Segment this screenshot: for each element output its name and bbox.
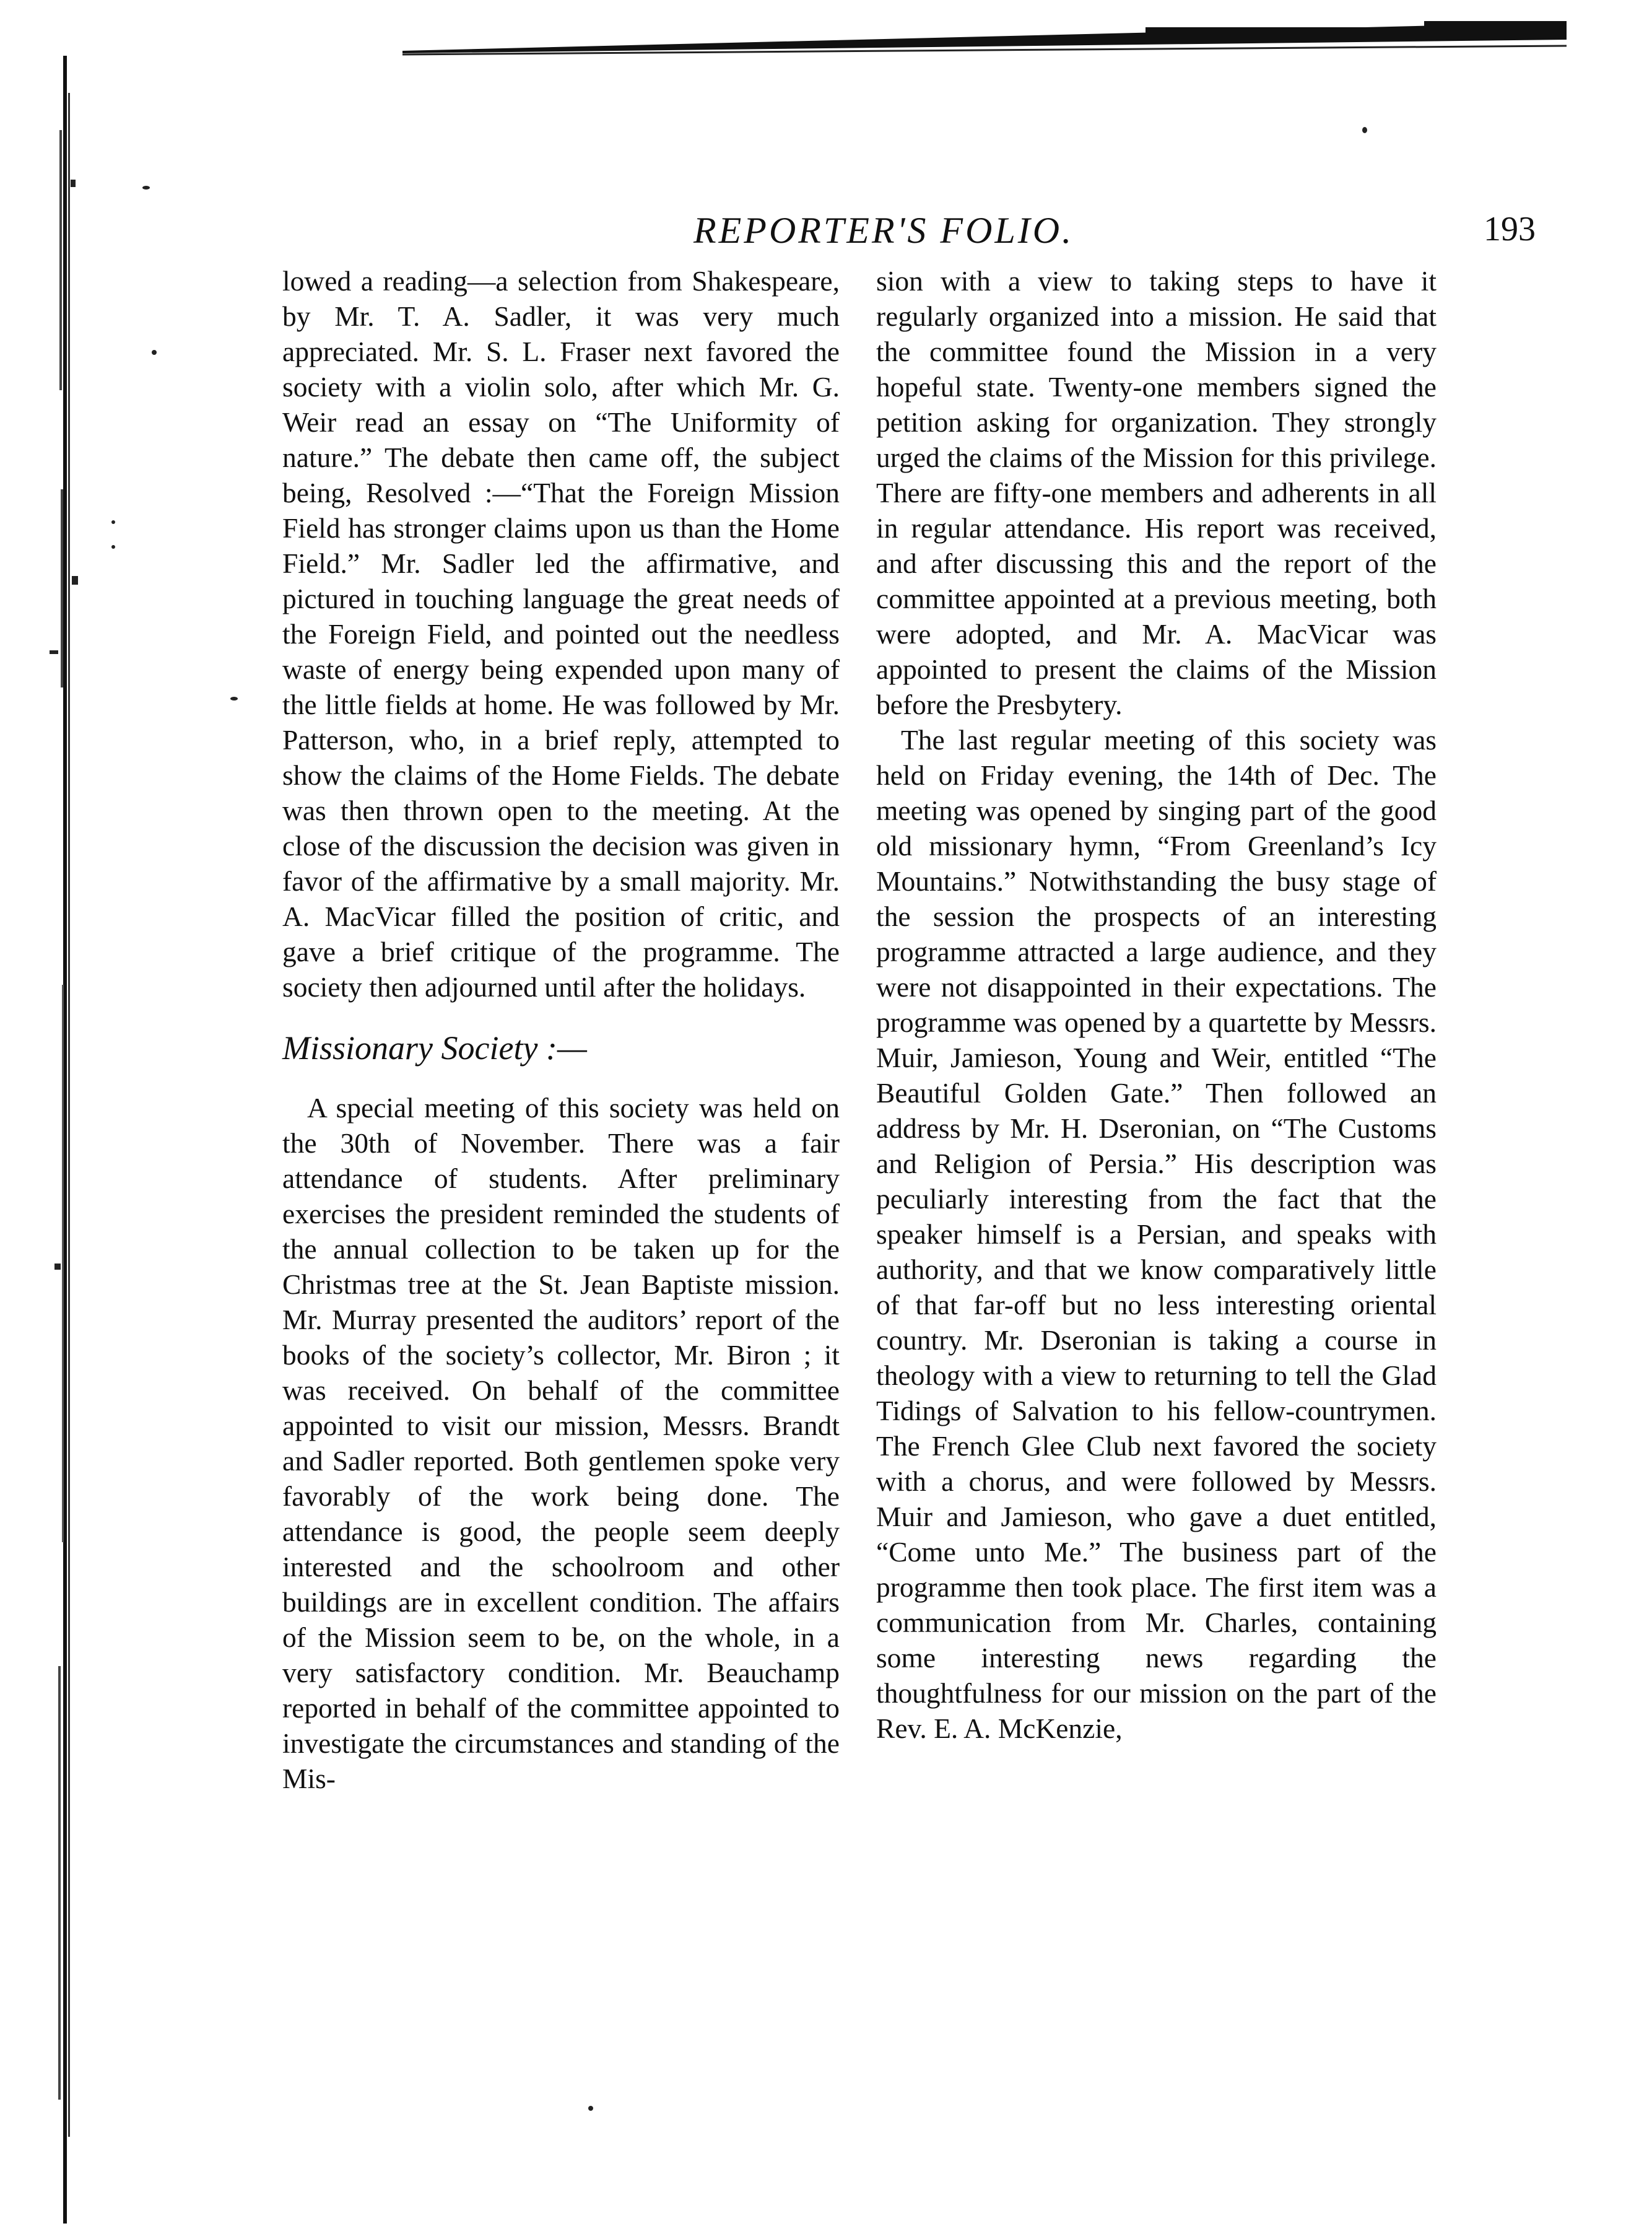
running-head-title: REPORTER'S FOLIO. bbox=[693, 210, 1074, 251]
binding-edge bbox=[50, 56, 105, 2224]
margin-speck bbox=[152, 350, 157, 355]
page-number: 193 bbox=[1484, 210, 1536, 248]
column-right bbox=[876, 263, 1437, 1746]
margin-speck bbox=[1362, 127, 1367, 133]
margin-speck bbox=[111, 545, 115, 549]
paragraph: sion with a view to taking steps to have it regularly organized into a mission. He said that the committee found the Mission in a very hopeful state. Twenty-one members signed the petition asking for organization. They strongly urged the claims of the Mission for this privilege. There are fifty-one members and adherents in all in regular attendance. His report was received, and after discussing this and the report of the committee appointed at a previous meeting, both were adopted, and Mr. A. MacVicar was appointed to present the claims of the Mission before the Presbytery. bbox=[876, 265, 1437, 720]
top-rule bbox=[402, 19, 1567, 56]
section-heading: Missionary Society :— bbox=[282, 1029, 587, 1067]
column-left bbox=[282, 263, 840, 1796]
paragraph: lowed a reading—a selection from Shakespeare, by Mr. T. A. Sadler, it was very much appreciated. Mr. S. L. Fraser next favored the society with a violin solo, after which Mr. G. Weir read an essay on “The Uniformity of nature.” The debate then came off, the subject being, Resolved :—“That the Foreign Mission Field has stronger claims upon us than the Home Field.” Mr. Sadler led the affirmative, and pictured in touching language the great needs of the Foreign Field, and pointed out the needless waste of energy being expended upon many of the little fields at home. He was followed by Mr. Patterson, who, in a brief reply, attempted to show the claims of the Home Fields. The debate was then thrown open to the meeting. At the close of the discussion the decision was given in favor of the affirmative by a small majority. Mr. A. MacVicar filled the position of critic, and gave a brief critique of the programme. The society then adjourned until after the holidays. bbox=[282, 265, 840, 1003]
margin-speck bbox=[588, 2106, 593, 2111]
margin-speck bbox=[230, 697, 238, 701]
running-head bbox=[279, 198, 1548, 254]
header-rule-graphic bbox=[402, 19, 1567, 56]
paragraph: A special meeting of this society was held on the 30th of November. There was a fair attendance of students. After preliminary exercises the president reminded the students of the annual collection to be taken up for the Christmas tree at the St. Jean Baptiste mission. Mr. Murray presented the auditors’ report of the books of the society’s collector, Mr. Biron ; it was received. On behalf of the committee appointed to visit our mission, Messrs. Brandt and Sadler reported. Both gentlemen spoke very favorably of the work being done. The attendance is good, the people seem deeply interested and the schoolroom and other buildings are in excellent condition. The affairs of the Mission seem to be, on the whole, in a very satisfactory condition. Mr. Beauchamp reported in behalf of the committee appointed to investigate the circumstances and standing of the Mis- bbox=[282, 1092, 840, 1794]
margin-speck bbox=[142, 186, 150, 190]
paragraph: The last regular meeting of this society was held on Friday evening, the 14th of Dec. The meeting was opened by singing part of the good old missionary hymn, “From Greenland’s Icy Mountains.” Notwithstanding the busy stage of the session the prospects of an interesting programme attracted a large audience, and they were not disappointed in their expectations. The programme was opened by a quartette by Messrs. Muir, Jamieson, Young and Weir, entitled “The Beautiful Golden Gate.” Then followed an address by Mr. H. Dseronian, on “The Customs and Religion of Persia.” His description was peculiarly interesting from the fact that the speaker himself is a Persian, and speaks with authority, and that we know comparatively little of that far-off but no less interesting oriental country. Mr. Dseronian is taking a course in theology with a view to returning to tell the Glad Tidings of Salvation to his fellow-countrymen. The French Glee Club next favored the society with a chorus, and were followed by Messrs. Muir and Jamieson, who gave a duet entitled, “Come unto Me.” The business part of the programme then took place. The first item was a communication from Mr. Charles, containing some interesting news regarding the thoughtfulness for our mission on the part of the Rev. E. A. McKenzie, bbox=[876, 724, 1437, 1744]
margin-speck bbox=[111, 520, 115, 524]
